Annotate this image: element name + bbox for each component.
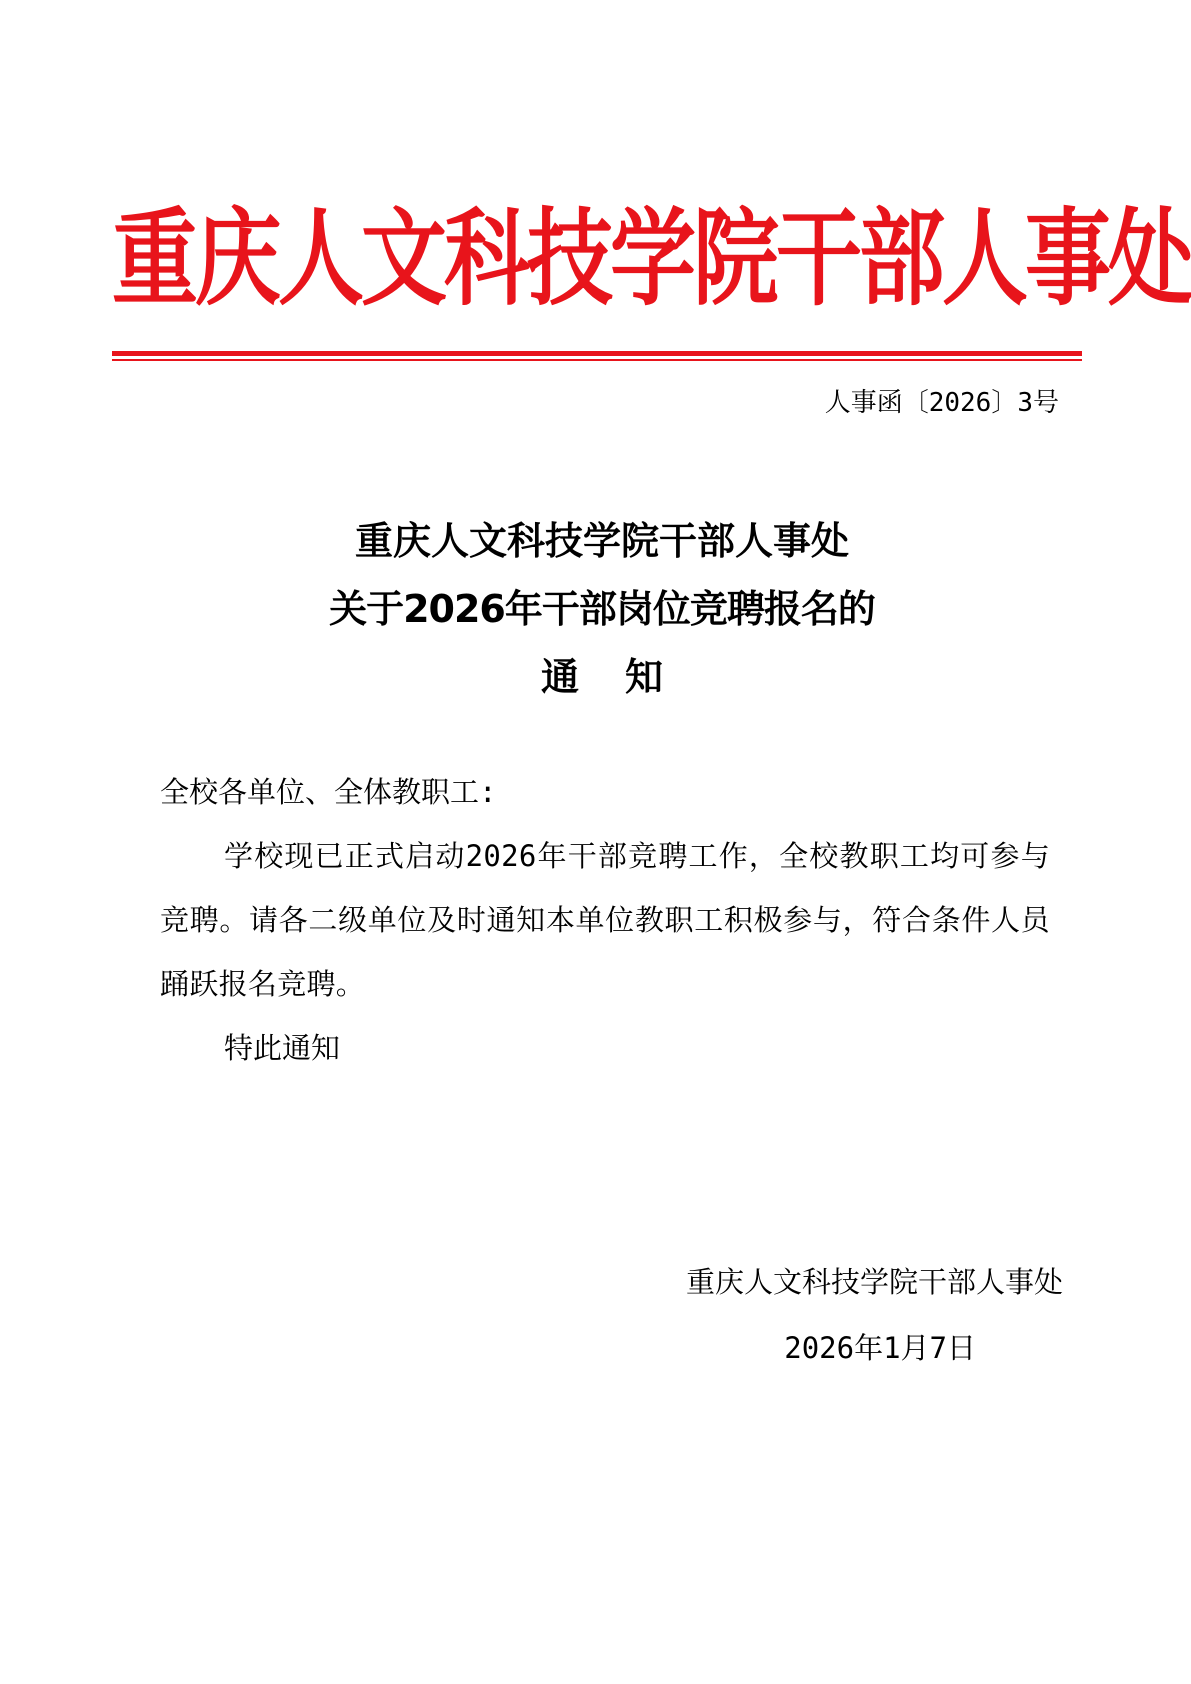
signature-date: 2026年1月7日: [784, 1331, 976, 1365]
closing-remark: 特此通知: [224, 1031, 341, 1065]
title-line-notice: 通知: [540, 655, 709, 699]
masthead-red-rule-thin: [112, 359, 1082, 361]
body-paragraph: 学校现已正式启动2026年干部竞聘工作，全校教职工均可参与竞聘。请各二级单位及时通知本单位教职工积极参与，符合条件人员踊跃报名竞聘。: [160, 839, 1050, 1001]
document-number: 人事函〔2026〕3号: [824, 388, 1059, 418]
masthead-red-rule-thick: [112, 351, 1082, 356]
title-line-issuer: 重庆人文科技学院干部人事处: [354, 519, 849, 563]
salutation: 全校各单位、全体教职工:: [160, 775, 497, 809]
signature-issuer: 重庆人文科技学院干部人事处: [685, 1265, 1063, 1299]
title-line-subject: 关于2026年干部岗位竞聘报名的: [329, 587, 875, 631]
document-title: [112, 507, 1092, 711]
masthead-title: 重庆人文科技学院干部人事处: [112, 197, 1191, 321]
